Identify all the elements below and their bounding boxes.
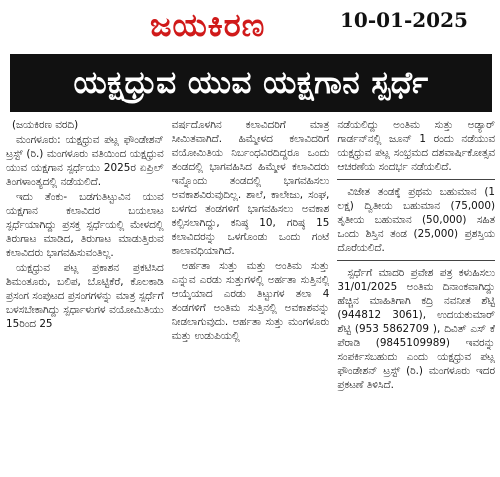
paragraph: ನಡೆಯಲಿದ್ದು ಅಂತಿಮ ಸುತ್ತು ಅಡ್ಯಾರ್ ಗಾರ್ಡನ್‌ನಲ್ಲಿ ಜೂನ್ 1 ರಂದು ನಡೆಯುವ ಯಕ್ಷಧ್ರುವ ಪಟ್ಲ ಸಂಭ್ರಮದ ದಶವಾರ್ಷಿಕೋತ್ಸವ ಆಚರಣೆಯ ಸಂದರ್ಭ ನಡೆಯಲಿದೆ. — [337, 119, 496, 173]
paragraph: ಮಂಗಳೂರು: ಯಕ್ಷಧ್ರುವ ಪಟ್ಲ ಫೌಂಡೇಶನ್ ಟ್ರಸ್ಟ್ (ರಿ.) ಮಂಗಳೂರು ವತಿಯಿಂದ ಯಕ್ಷಧ್ರುವ ಯುವ ಯಕ್ಷಗಾನ ಸ್ಪರ್ಧೆಯು 2025ರ ಏಪ್ರಿಲ್ ತಿಂಗಳಾಂತ್ಯದಲ್ಲಿ ನಡೆಯಲಿದೆ. — [6, 134, 164, 188]
article-body — [6, 118, 495, 473]
newspaper-logo: ಜಯಕಿರಣ — [150, 6, 266, 44]
divider — [337, 179, 495, 180]
publication-date: 10-01-2025 — [340, 8, 468, 32]
byline: (ಜಯಕಿರಣ ವರದಿ) — [12, 119, 79, 131]
article-column-3 — [337, 118, 495, 473]
paragraph: ಸ್ಪರ್ಧೆಗೆ ಮಾದರಿ ಪ್ರವೇಶ ಪತ್ರ ಕಳುಹಿಸಲು 31/01/2025 ಅಂತಿಮ ದಿನಾಂಕವಾಗಿದ್ದು ಹೆಚ್ಚಿನ ಮಾಹಿತಿಗಾಗಿ ಕದ್ರಿ ನವನೀತ ಶೆಟ್ಟಿ (944812 3061), ಉದಯಕುಮಾರ್ ಶೆಟ್ಟಿ (953 5862709 ), ದಿವಿತ್ ಎಸ್ ಕೆ ಪೆರಾಡಿ (9845109989) ಇವರನ್ನು ಸಂಪರ್ಕಿಸಬಹುದು ಎಂದು ಯಕ್ಷಧ್ರುವ ಪಟ್ಲ ಫೌಂಡೇಶನ್ ಟ್ರಸ್ಟ್ (ರಿ.) ಮಂಗಳೂರು ಇದರ ಪ್ರಕಟಣೆ ತಿಳಿಸಿದೆ. — [337, 267, 496, 391]
divider — [337, 260, 495, 261]
masthead — [0, 0, 500, 50]
paragraph: ಇದು ತೆಂಕು- ಬಡಗುತಿಟ್ಟುವಿನ ಯುವ ಯಕ್ಷಗಾನ ಕಲಾವಿದರ ಬಯಲಾಟ ಸ್ಪರ್ಧೆಯಾಗಿದ್ದು ಪ್ರಸಕ್ತ ಸ್ಪರ್ಧೆಯಲ್ಲಿ ಮೇಳದಲ್ಲಿ ತಿರುಗಾಟ ಮಾಡಿದ, ತಿರುಗಾಟ ಮಾಡುತ್ತಿರುವ ಕಲಾವಿದರು ಭಾಗವಹಿಸುವಂತಿಲ್ಲ. — [6, 191, 164, 259]
paragraph: ವಿಜೇತ ತಂಡಕ್ಕೆ ಪ್ರಥಮ ಬಹುಮಾನ (1 ಲಕ್ಷ) ದ್ವಿತೀಯ ಬಹುಮಾನ (75,000) ತೃತೀಯ ಬಹುಮಾನ (50,000) ಸಹಿತ ಒಂದು ಶಿಸ್ತಿನ ತಂಡ (25,000) ಪ್ರಶಸ್ತಿಯ ದೊರೆಯಲಿದೆ. — [337, 186, 496, 254]
paragraph: ಯಕ್ಷಧ್ರುವ ಪಟ್ಲ ಪ್ರಕಾಶನ ಪ್ರಕಟಿಸಿದ ಶಿಮಂತೂರು, ಬಲಿಪ, ಬೊಟ್ಟಿಕೆರೆ, ಕೊಲಕಾಡಿ ಪ್ರಸಂಗ ಸಂಪುಟದ ಪ್ರಸಂಗಗಳನ್ನು ಮಾತ್ರ ಸ್ಪರ್ಧೆಗೆ ಬಳಸಬೇಕಾಗಿದ್ದು ಸ್ಪರ್ಧಾಳುಗಳ ವಯೋಮಿತಿಯು 15ರಿಂದ 25 — [6, 262, 164, 330]
headline-banner: ಯಕ್ಷಧ್ರುವ ಯುವ ಯಕ್ಷಗಾನ ಸ್ಪರ್ಧೆ — [10, 54, 492, 112]
article-column-1 — [6, 118, 164, 473]
paragraph: ವರ್ಷದೊಳಗಿನ ಕಲಾವಿದರಿಗೆ ಮಾತ್ರ ಸೀಮಿತವಾಗಿದೆ. ಹಿಮ್ಮೇಳದ ಕಲಾವಿದರಿಗೆ ವಯೋಮಿತಿಯ ನಿರ್ಬಂಧವಿರದಿದ್ದರೂ ಒಂದು ತಂಡದಲ್ಲಿ ಭಾಗವಹಿಸಿದ ಹಿಮ್ಮೇಳ ಕಲಾವಿದರು ಇನ್ನೊಂದು ತಂಡದಲ್ಲಿ ಭಾಗವಹಿಸಲು ಅವಕಾಶವಿರುವುದಿಲ್ಲ. ಶಾಲೆ, ಕಾಲೇಜು, ಸಂಘ, ಬಳಗದ ತಂಡಗಳಿಗೆ ಭಾಗವಹಿಸಲು ಅವಕಾಶ ಕಲ್ಪಿಸಲಾಗಿದ್ದು, ಕನಿಷ್ಠ 10, ಗರಿಷ್ಠ 15 ಕಲಾವಿದರನ್ನು ಒಳಗೊಂಡು ಒಂದು ಗಂಟೆ ಕಾಲಾವಧಿಯಾಗಿದೆ. — [171, 119, 330, 257]
article-column-2 — [172, 118, 330, 473]
paragraph: ಅರ್ಹತಾ ಸುತ್ತು ಮತ್ತು ಅಂತಿಮ ಸುತ್ತು ಎನ್ನುವ ಎರಡು ಸುತ್ತುಗಳಲ್ಲಿ ಅರ್ಹತಾ ಸುತ್ತಿನಲ್ಲಿ ಆಯ್ಕೆಯಾದ ಎರಡು ತಿಟ್ಟುಗಳ ತಲಾ 4 ತಂಡಗಳಿಗೆ ಅಂತಿಮ ಸುತ್ತಿನಲ್ಲಿ ಅವಕಾಶವನ್ನು ನೀಡಲಾಗುವುದು. ಅರ್ಹತಾ ಸುತ್ತು ಮಂಗಳೂರು ಮತ್ತು ಉಡುಪಿಯಲ್ಲಿ — [171, 260, 330, 342]
